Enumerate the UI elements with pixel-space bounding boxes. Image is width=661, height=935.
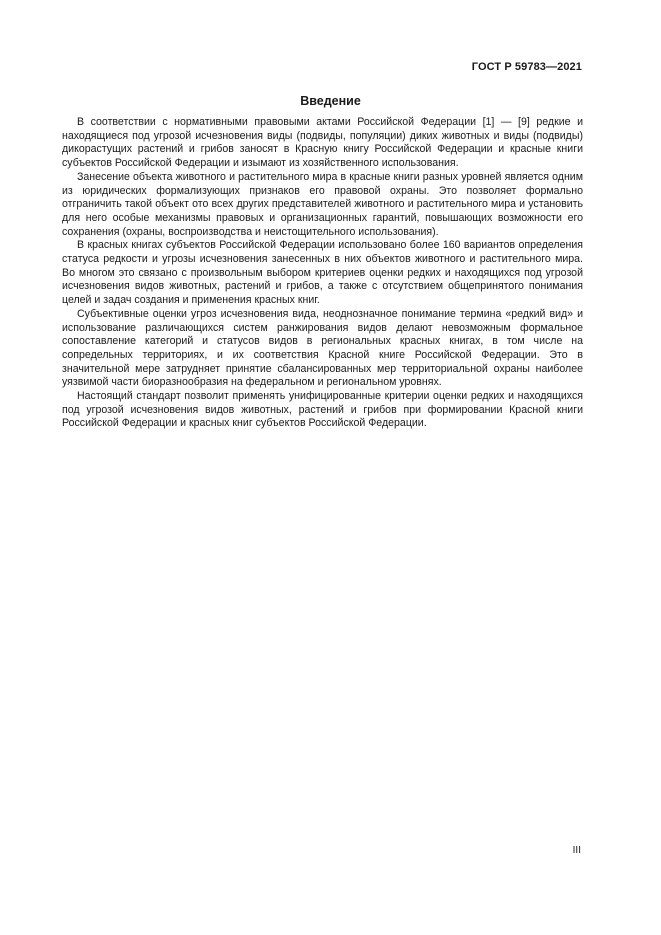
document-code: ГОСТ Р 59783—2021 <box>471 61 582 73</box>
page-number: III <box>572 845 581 856</box>
paragraph: Субъективные оценки угроз исчезновения вида, неоднозначное понимание термина «редкий вид» и использование различающихся систем ранжирования видов делают невозможным формальное сопоставление категорий и статусов видов в региональных красных книгах, в том числе на сопредельных территориях, и их соответствия Красной книге Российской Федерации. Это в значительной мере затрудняет принятие сбалансированных мер территориальной охраны наиболее уязвимой части биоразнообразия на федеральном и региональном уровнях. <box>62 307 583 389</box>
section-body <box>62 116 583 431</box>
paragraph: Занесение объекта животного и растительного мира в красные книги разных уровней является одним из юридических формализующих признаков его правовой охраны. Это позволяет формально отграничить такой объект ото всех других представителей животного и растительного мира и установить для него особые механизмы правовых и организационных гарантий, повышающих возможности его сохранения (охраны, воспроизводства и неистощительного использования). <box>62 170 583 238</box>
paragraph: Настоящий стандарт позволит применять унифицированные критерии оценки редких и находящихся под угрозой исчезновения видов животных, растений и грибов при формировании Красной книги Российской Федерации и красных книг субъектов Российской Федерации. <box>62 390 583 430</box>
section-title: Введение <box>300 94 361 108</box>
paragraph: В соответствии с нормативными правовыми актами Российской Федерации [1] — [9] редкие и находящиеся под угрозой исчезновения виды (подвиды, популяции) диких животных и виды (подвиды) дикорастущих растений и грибов заносят в Красную книгу Российской Федерации и красные книги субъектов Российской Федерации и изымают из хозяйственного использования. <box>62 116 583 170</box>
paragraph: В красных книгах субъектов Российской Федерации использовано более 160 вариантов определения статуса редкости и угрозы исчезновения занесенных в них объектов животного и растительного мира. Во многом это связано с произвольным выбором критериев оценки редких и находящихся под угрозой исчезновения видов животных, растений и грибов, а также с отсутствием общепринятого понимания целей и задач создания и применения красных книг. <box>62 239 583 307</box>
